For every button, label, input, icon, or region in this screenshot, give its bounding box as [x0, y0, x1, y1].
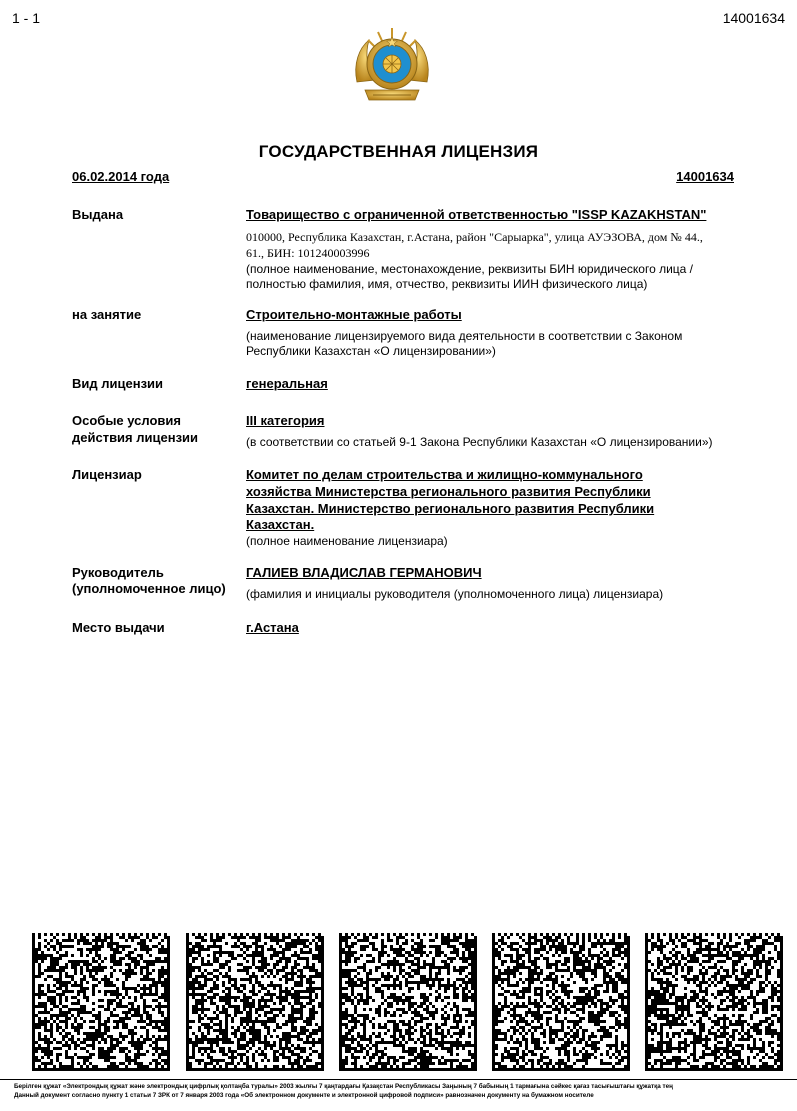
special-conditions-hint: (в соответствии со статьей 9-1 Закона Республики Казахстан «О лицензировании») — [246, 435, 713, 449]
head-label-line-1: Руководитель — [72, 565, 164, 580]
footer-line-1: Берілген құжат «Электрондық құжат және электрондық цифрлық қолтаңба туралы» 2003 жылғы 7 қаңтардағы Қазақстан Республикасы Заңының 7 бабының 1 тармағына сәйкес қағаз тасығыштағы құжатқа тең — [14, 1083, 673, 1090]
special-conditions-value: III категория — [246, 413, 325, 428]
issue-date: 06.02.2014 года — [72, 169, 170, 184]
state-emblem-kazakhstan-icon — [351, 24, 433, 108]
activity-hint-line-2: Республики Казахстан «О лицензировании») — [246, 344, 496, 358]
qr-code-icon — [339, 933, 477, 1071]
licensor-hint: (полное наименование лицензиара) — [246, 534, 448, 548]
issued-to-hint-line-2: полностью фамилия, имя, отчество, реквизиты ИИН физического лица) — [246, 277, 648, 291]
issued-to-label: Выдана — [72, 207, 124, 222]
place-label: Место выдачи — [72, 620, 165, 635]
activity-label: на занятие — [72, 307, 142, 322]
licensor-value-line-2: хозяйства Министерства регионального развития Республики — [246, 484, 651, 499]
licensor-label: Лицензиар — [72, 467, 142, 482]
issued-to-value: Товарищество с ограниченной ответственностью "ISSP KAZAKHSTAN" — [246, 207, 707, 222]
qr-code-icon — [645, 933, 783, 1071]
licensor-value-line-4: Казахстан. — [246, 517, 315, 532]
document-title: ГОСУДАРСТВЕННАЯ ЛИЦЕНЗИЯ — [258, 142, 539, 161]
qr-code-icon — [32, 933, 170, 1071]
license-type-label: Вид лицензии — [72, 376, 164, 391]
issued-to-address-line-1: 010000, Республика Казахстан, г.Астана, район "Сарыарка", улица АУЭЗОВА, дом № 44., — [246, 230, 703, 244]
activity-value: Строительно-монтажные работы — [246, 307, 462, 322]
activity-hint-line-1: (наименование лицензируемого вида деятельности в соответствии с Законом — [246, 329, 683, 343]
licensor-value-line-1: Комитет по делам строительства и жилищно-коммунального — [246, 467, 643, 482]
head-value: ГАЛИЕВ ВЛАДИСЛАВ ГЕРМАНОВИЧ — [246, 565, 482, 580]
qr-code-icon — [186, 933, 324, 1071]
special-conditions-label-line-2: действия лицензии — [72, 430, 199, 445]
license-number: 14001634 — [676, 169, 734, 184]
issued-to-address-line-2: 61., БИН: 101240003996 — [246, 246, 370, 260]
place-value: г.Астана — [246, 620, 299, 635]
footer-divider — [0, 1079, 797, 1080]
issued-to-hint-line-1: (полное наименование, местонахождение, реквизиты БИН юридического лица / — [246, 262, 694, 276]
special-conditions-label-line-1: Особые условия — [72, 413, 181, 428]
licensor-value-line-3: Казахстан. Министерство регионального развития Республики — [246, 501, 655, 516]
footer-line-2: Данный документ согласно пункту 1 статьи 7 ЗРК от 7 января 2003 года «Об электронном документе и электронной цифровой подписи» равнозначен документу на бумажном носителе — [14, 1092, 594, 1099]
page-indicator: 1 - 1 — [12, 10, 41, 26]
head-hint: (фамилия и инициалы руководителя (уполномоченного лица) лицензиара) — [246, 587, 664, 601]
document-id: 14001634 — [722, 10, 785, 26]
license-type-value: генеральная — [246, 376, 328, 391]
qr-code-icon — [492, 933, 630, 1071]
head-label-line-2: (уполномоченное лицо) — [72, 581, 226, 596]
